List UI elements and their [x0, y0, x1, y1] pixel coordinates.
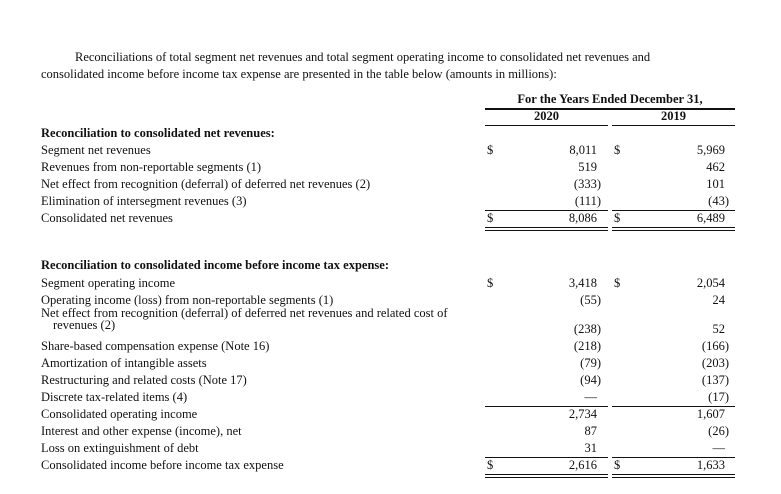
- value-2020: (333): [573, 177, 601, 191]
- row-label: Segment operating income: [41, 276, 175, 290]
- value-2019: (43): [708, 194, 729, 208]
- dollar-sign-2019: $: [614, 458, 621, 472]
- table-row: [0, 407, 781, 424]
- table-row: [0, 356, 781, 373]
- dollar-sign-2020: $: [487, 458, 494, 472]
- value-2019: —: [712, 441, 725, 455]
- intro-paragraph: [41, 49, 741, 83]
- row-label: Consolidated operating income: [41, 407, 198, 421]
- table-row: [0, 143, 781, 160]
- dollar-sign-2019: $: [614, 143, 621, 157]
- value-2019: 2,054: [696, 276, 725, 290]
- row-label: Revenues from non-reportable segments (1): [41, 160, 262, 174]
- table-row: [0, 306, 781, 339]
- value-2019: 52: [712, 322, 725, 336]
- row-label-line-2: revenues (2): [53, 318, 116, 332]
- value-2019: 24: [712, 293, 725, 307]
- section-title: Reconciliation to consolidated income before income tax expense:: [41, 258, 389, 272]
- value-2019: 101: [706, 177, 725, 191]
- value-2019: (166): [701, 339, 729, 353]
- value-2019: 1,607: [696, 407, 725, 421]
- value-2020: 519: [578, 160, 597, 174]
- value-2019: (26): [708, 424, 729, 438]
- value-2020: 8,011: [569, 143, 597, 157]
- dollar-sign-2020: $: [487, 211, 494, 225]
- value-2020: 3,418: [568, 276, 597, 290]
- row-label: Amortization of intangible assets: [41, 356, 207, 370]
- row-label: Consolidated income before income tax expense: [41, 458, 284, 472]
- table-row: [0, 211, 781, 228]
- value-2019: 5,969: [696, 143, 725, 157]
- table-row: [0, 458, 781, 475]
- row-label: Loss on extinguishment of debt: [41, 441, 199, 455]
- value-2020: 87: [584, 424, 597, 438]
- table-row: [0, 390, 781, 407]
- value-2019: (17): [708, 390, 729, 404]
- table-row: [0, 160, 781, 177]
- double-underline-2019: [612, 227, 735, 231]
- value-2019: (203): [701, 356, 729, 370]
- value-2020: (238): [573, 322, 601, 336]
- year-2019-header: 2019: [661, 109, 686, 123]
- table-row: [0, 424, 781, 441]
- row-label-line-1: Net effect from recognition (deferral) of deferred net revenues and related cost of: [41, 306, 448, 320]
- value-2019: (137): [701, 373, 729, 387]
- value-2020: (94): [580, 373, 601, 387]
- value-2020: (111): [574, 194, 601, 208]
- row-label: Net effect from recognition (deferral) of deferred net revenues (2): [41, 177, 371, 191]
- value-2019: 462: [706, 160, 725, 174]
- dollar-sign-2019: $: [614, 211, 621, 225]
- row-label: Interest and other expense (income), net: [41, 424, 242, 438]
- table-row: [0, 194, 781, 211]
- row-label: Restructuring and related costs (Note 17): [41, 373, 247, 387]
- row-label: Segment net revenues: [41, 143, 151, 157]
- value-2020: 2,616: [568, 458, 597, 472]
- value-2019: 6,489: [696, 211, 725, 225]
- table-row: [0, 373, 781, 390]
- period-header: For the Years Ended December 31,: [517, 92, 703, 106]
- dollar-sign-2020: $: [487, 276, 494, 290]
- intro-line-2: consolidated income before income tax expense are presented in the table below (amounts in millions):: [41, 67, 557, 81]
- row-label: Discrete tax-related items (4): [41, 390, 188, 404]
- row-label: Consolidated net revenues: [41, 211, 173, 225]
- row-label: Elimination of intersegment revenues (3): [41, 194, 247, 208]
- row-label: Operating income (loss) from non-reportable segments (1): [41, 293, 334, 307]
- double-underline-2020: [485, 227, 608, 231]
- value-2020: (55): [580, 293, 601, 307]
- intro-line-1: Reconciliations of total segment net revenues and total segment operating income to consolidated net revenues and: [75, 50, 651, 64]
- row-label: Share-based compensation expense (Note 16): [41, 339, 270, 353]
- table-row: [0, 177, 781, 194]
- value-2020: 8,086: [568, 211, 597, 225]
- value-2020: 31: [584, 441, 597, 455]
- section-title: Reconciliation to consolidated net revenues:: [41, 126, 275, 140]
- value-2020: —: [584, 390, 597, 404]
- year-2019-rule: [612, 125, 735, 126]
- table-row: [0, 276, 781, 293]
- table-row: [0, 339, 781, 356]
- table-row: [0, 441, 781, 458]
- year-2020-header: 2020: [534, 109, 559, 123]
- row-label: [41, 307, 491, 331]
- value-2020: (218): [573, 339, 601, 353]
- value-2020: 2,734: [568, 407, 597, 421]
- dollar-sign-2020: $: [487, 143, 494, 157]
- double-underline-2020: [485, 474, 608, 478]
- year-2020-rule: [485, 125, 608, 126]
- value-2020: (79): [580, 356, 601, 370]
- double-underline-2019: [612, 474, 735, 478]
- dollar-sign-2019: $: [614, 276, 621, 290]
- value-2019: 1,633: [696, 458, 725, 472]
